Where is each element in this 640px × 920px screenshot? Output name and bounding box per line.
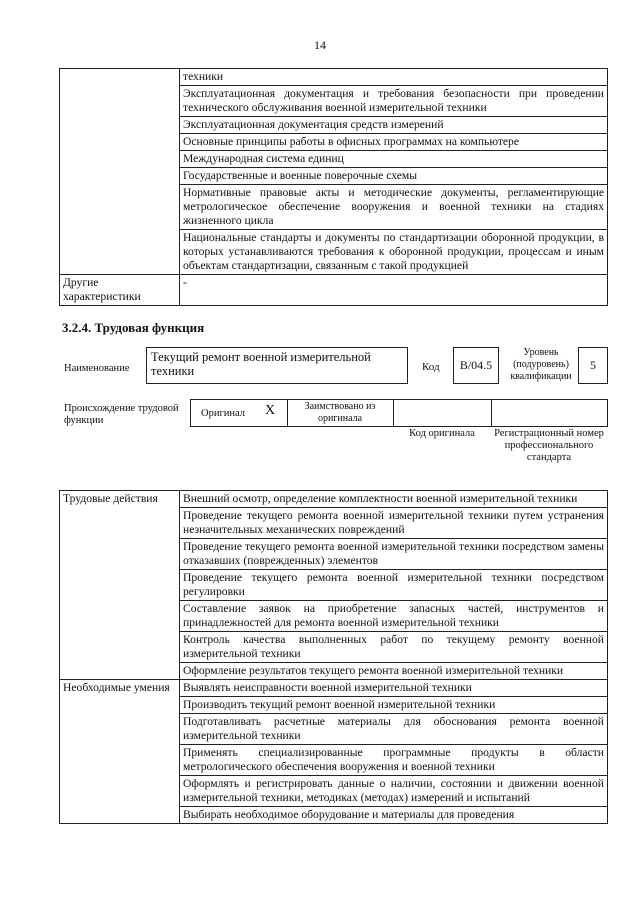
function-name-value: Текущий ремонт военной измерительной техники xyxy=(151,350,371,378)
other-characteristics-label: Другие характеристики xyxy=(60,275,180,306)
actions-label: Трудовые действия xyxy=(60,491,180,680)
action-item: Составление заявок на приобретение запасных частей, инструментов и принадлежностей для ремонта военной измерительной техники xyxy=(180,601,608,632)
skill-item: Выбирать необходимое оборудование и материалы для проведения xyxy=(180,807,608,824)
origin-box xyxy=(190,399,608,427)
code-label: Код xyxy=(422,361,440,373)
knowledge-table xyxy=(59,68,608,306)
skill-item: Подготавливать расчетные материалы для обоснования ремонта военной измерительной техники xyxy=(180,714,608,745)
code-box xyxy=(453,347,499,384)
action-item: Проведение текущего ремонта военной измерительной техники путем устранения незначительных механических повреждений xyxy=(180,508,608,539)
function-details-table xyxy=(59,490,608,824)
level-value: 5 xyxy=(590,358,596,372)
name-label: Наименование xyxy=(64,363,130,374)
knowledge-item: Эксплуатационная документация средств измерений xyxy=(180,117,608,134)
page-number: 14 xyxy=(314,38,326,52)
origin-label: Происхождение трудовой функции xyxy=(64,403,179,426)
original-label: Оригинал xyxy=(201,408,245,419)
action-item: Внешний осмотр, определение комплектности военной измерительной техники xyxy=(180,491,608,508)
table-row xyxy=(60,69,608,86)
knowledge-item: Основные принципы работы в офисных программах на компьютере xyxy=(180,134,608,151)
skill-item: Производить текущий ремонт военной измерительной техники xyxy=(180,697,608,714)
skill-item: Оформлять и регистрировать данные о наличии, состоянии и движении военной измерительной техники, методиках (методах) измерений и испытаний xyxy=(180,776,608,807)
action-item: Оформление результатов текущего ремонта военной измерительной техники xyxy=(180,663,608,680)
code-original-caption: Код оригинала xyxy=(409,428,475,439)
level-box xyxy=(578,347,608,384)
other-characteristics-value: - xyxy=(180,275,608,306)
knowledge-item: техники xyxy=(180,69,608,86)
table-row xyxy=(60,275,608,306)
origin-divider xyxy=(491,400,492,426)
knowledge-item: Нормативные правовые акты и методические документы, регламентирующие метрологическое обеспечение вооружения и военной техники на стадиях жизненного цикла xyxy=(180,185,608,230)
borrowed-label: Заимствовано из оригинала xyxy=(304,401,376,424)
skill-item: Выявлять неисправности военной измерительной техники xyxy=(180,680,608,697)
knowledge-item: Национальные стандарты и документы по стандартизации оборонной продукции, в которых устанавливаются требования к оборонной продукции, процессам и иным объектам стандартизации, связанным с такой продукцией xyxy=(180,230,608,275)
section-title: 3.2.4. Трудовая функция xyxy=(62,320,205,335)
original-mark: X xyxy=(265,403,276,418)
origin-divider xyxy=(393,400,394,426)
level-label: Уровень (подуровень) квалификации xyxy=(510,347,572,382)
action-item: Контроль качества выполненных работ по текущему ремонту военной измерительной техники xyxy=(180,632,608,663)
knowledge-item: Эксплуатационная документация и требования безопасности при проведении технического обслуживания военной измерительной техники xyxy=(180,86,608,117)
knowledge-item: Международная система единиц xyxy=(180,151,608,168)
knowledge-item: Государственные и военные поверочные схемы xyxy=(180,168,608,185)
function-name-box xyxy=(146,347,408,384)
action-item: Проведение текущего ремонта военной измерительной техники посредством замены отказавших (поврежденных) элементов xyxy=(180,539,608,570)
table-row xyxy=(60,680,608,697)
skills-label: Необходимые умения xyxy=(60,680,180,824)
skill-item: Применять специализированные программные продукты в области метрологического обеспечения вооружения и военной техники xyxy=(180,745,608,776)
code-value: В/04.5 xyxy=(459,358,493,372)
action-item: Проведение текущего ремонта военной измерительной техники посредством регулировки xyxy=(180,570,608,601)
reg-number-caption: Регистрационный номер профессионального стандарта xyxy=(494,428,604,463)
knowledge-label-cell xyxy=(60,69,180,275)
table-row xyxy=(60,491,608,508)
